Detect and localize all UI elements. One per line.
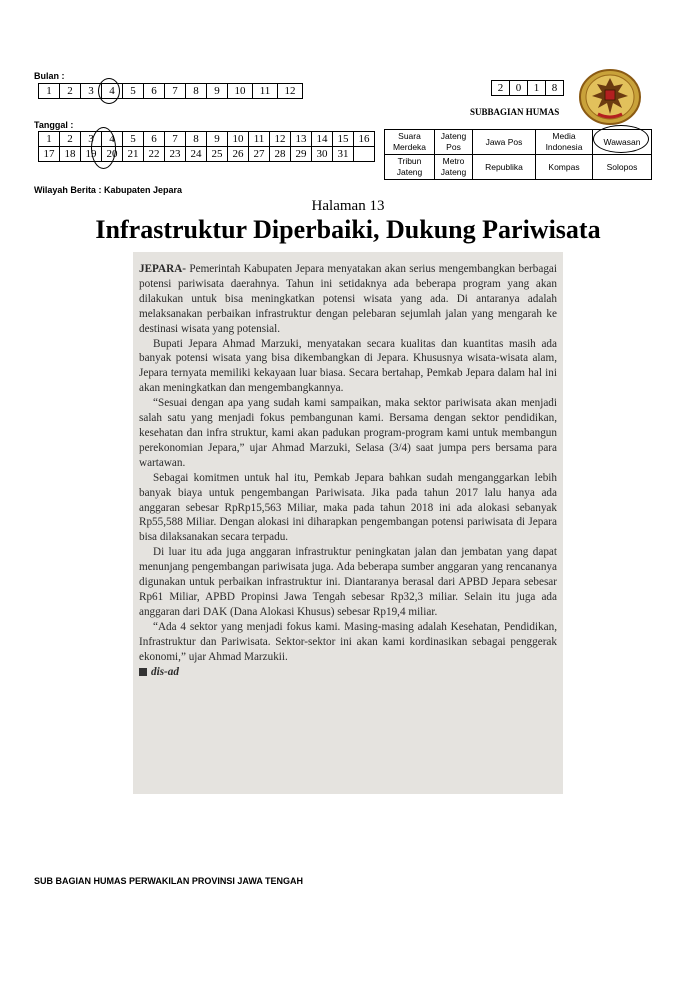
- article-paragraph: “Ada 4 sektor yang menjadi fokus kami. Masing-masing adalah Kesehatan, Pendidikan, Infrastruktur dan Pariwisata. Sektor-sektor ini akan kami kordinasikan sebagai penggerak ekonomi,” ujar Ahmad Marzukii.: [139, 620, 557, 663]
- date-cell: 6: [144, 132, 165, 147]
- date-cell: 23: [165, 147, 186, 162]
- date-cell: 29: [291, 147, 312, 162]
- month-cell: 9: [207, 84, 228, 99]
- date-selection-circle: [91, 127, 116, 169]
- newspaper-cell: Tribun Jateng: [385, 155, 435, 180]
- date-cell: 16: [354, 132, 375, 147]
- newspaper-cell: Media Indonesia: [536, 130, 593, 155]
- date-cell: 24: [186, 147, 207, 162]
- article-paragraph: “Sesuai dengan apa yang sudah kami sampaikan, maka sektor pariwisata akan menjadi salah satu yang menjadi fokus pembangunan kami. Bersama dengan sektor pendidikan, kesehatan dan infra struktur, kami akan padukan program-program kami untuk membangun perekonomian Jepara,” ujar Ahmad Marzuki, Selasa (3/4) saat jumpa pers bersama para wartawan.: [139, 397, 557, 469]
- month-cell: 2: [60, 84, 81, 99]
- month-cell: 6: [144, 84, 165, 99]
- year-grid: [491, 80, 564, 96]
- article-title: Infrastruktur Diperbaiki, Dukung Pariwisata: [95, 215, 601, 244]
- date-cell: 25: [207, 147, 228, 162]
- month-cell: 12: [278, 84, 303, 99]
- date-cell: 12: [270, 132, 291, 147]
- year-digit: 0: [510, 81, 528, 96]
- newspaper-cell: Jawa Pos: [473, 130, 536, 155]
- date-grid: [38, 131, 375, 162]
- date-cell: [354, 147, 375, 162]
- month-cell: 3: [81, 84, 102, 99]
- date-cell: 4: [102, 132, 123, 147]
- newspaper-clipping: [133, 252, 563, 794]
- year-digit: 8: [546, 81, 564, 96]
- bulan-label: Bulan :: [34, 71, 65, 81]
- date-cell: 2: [60, 132, 81, 147]
- tanggal-label: Tanggal :: [34, 120, 74, 130]
- month-cell: 8: [186, 84, 207, 99]
- date-cell: 31: [333, 147, 354, 162]
- month-cell: 5: [123, 84, 144, 99]
- date-cell: 13: [291, 132, 312, 147]
- footer-text: SUB BAGIAN HUMAS PERWAKILAN PROVINSI JAWA TENGAH: [34, 876, 304, 886]
- date-cell: 20: [102, 147, 123, 162]
- date-cell: 17: [39, 147, 60, 162]
- garuda-emblem-icon: [578, 68, 642, 126]
- year-digit: 1: [528, 81, 546, 96]
- article-paragraph: Sebagai komitmen untuk hal itu, Pemkab Jepara bahkan sudah menganggarkan lebih banyak biaya untuk pengembangan Pariwisata. Jika pada tahun 2017 lalu hanya ada anggaran sebesar RpRp15,563 Miliar, maka pada tahun 2018 ini ada alokasi sebanyak Rp55,588 Miliar. Dengan alokasi ini diharapkan pengembangan potensi pariwisata di Jepara bisa dilaksanakan secara terpadu.: [139, 471, 557, 544]
- newspaper-cell: Wawasan: [593, 130, 652, 155]
- region-label: Wilayah Berita : Kabupaten Jepara: [34, 185, 182, 195]
- date-cell: 30: [312, 147, 333, 162]
- page-number: Halaman 13: [311, 198, 385, 214]
- month-grid: [38, 83, 303, 99]
- year-digit: 2: [492, 81, 510, 96]
- date-cell: 10: [228, 132, 249, 147]
- newspaper-cell: Kompas: [536, 155, 593, 180]
- date-cell: 28: [270, 147, 291, 162]
- newspaper-cell: Jateng Pos: [435, 130, 473, 155]
- newspaper-cell: Solopos: [593, 155, 652, 180]
- date-cell: 22: [144, 147, 165, 162]
- newspaper-cell: Suara Merdeka: [385, 130, 435, 155]
- month-cell: 11: [253, 84, 278, 99]
- month-cell: 7: [165, 84, 186, 99]
- date-cell: 26: [228, 147, 249, 162]
- month-cell: 4: [102, 84, 123, 99]
- date-cell: 27: [249, 147, 270, 162]
- article-paragraph: [139, 262, 557, 337]
- newspaper-cell: Metro Jateng: [435, 155, 473, 180]
- date-cell: 21: [123, 147, 144, 162]
- square-icon: [139, 668, 147, 676]
- month-cell: 10: [228, 84, 253, 99]
- department-label: SUBBAGIAN HUMAS: [470, 107, 560, 117]
- date-cell: 14: [312, 132, 333, 147]
- month-cell: 1: [39, 84, 60, 99]
- date-cell: 9: [207, 132, 228, 147]
- article-paragraph: Di luar itu ada juga anggaran infrastruktur peningkatan jalan dan jembatan yang dapat menunjang pengembangan pariwisata juga. Ada beberapa sumber anggaran yang rencananya digunakan untuk perbaikan infrastruktur ini. Diantaranya berasal dari APBD Jepara sebesar Rp61 Miliar, APBD Propinsi Jawa Tengah sebesar Rp32,3 miliar. Selain itu juga ada anggaran dari DAK (Dana Alokasi Khusus) sebesar Rp19,4 miliar.: [139, 546, 557, 618]
- article-body: [139, 262, 557, 680]
- paragraph-text: Pemerintah Kabupaten Jepara menyatakan akan serius mengembangkan berbagai potensi pariwisata daerahnya. Tahun ini setidaknya ada beberapa program yang akan dilakukan untuk bisa meningkatkan potensi wisata yang ada. Di antaranya adalah melaksanakan perbaikan infrastruktur dengan pelebaran sejumlah jalan yang mengarah ke destinasi wisata yang potensial.: [139, 263, 557, 335]
- date-cell: 1: [39, 132, 60, 147]
- newspaper-cell: Republika: [473, 155, 536, 180]
- signature-text: dis-ad: [151, 666, 179, 679]
- dateline: JEPARA-: [139, 263, 187, 275]
- date-cell: 7: [165, 132, 186, 147]
- newspaper-selection-circle: [593, 125, 649, 153]
- date-cell: 18: [60, 147, 81, 162]
- article-paragraph: Bupati Jepara Ahmad Marzuki, menyatakan secara kualitas dan kuantitas masih ada banyak potensi wisata yang bisa dikembangkan di Jepara. Khususnya wisata-wisata alam, Jepara ternyata memiliki kekayaan luar biasa. Secara bertahap, Pemkab Jepara dalam hal ini akan meningkatkan dan mengembangkannya.: [139, 337, 557, 395]
- date-cell: 3: [81, 132, 102, 147]
- date-cell: 8: [186, 132, 207, 147]
- date-cell: 11: [249, 132, 270, 147]
- date-cell: 19: [81, 147, 102, 162]
- date-cell: 15: [333, 132, 354, 147]
- signature: [139, 665, 557, 680]
- date-cell: 5: [123, 132, 144, 147]
- month-selection-circle: [98, 78, 120, 104]
